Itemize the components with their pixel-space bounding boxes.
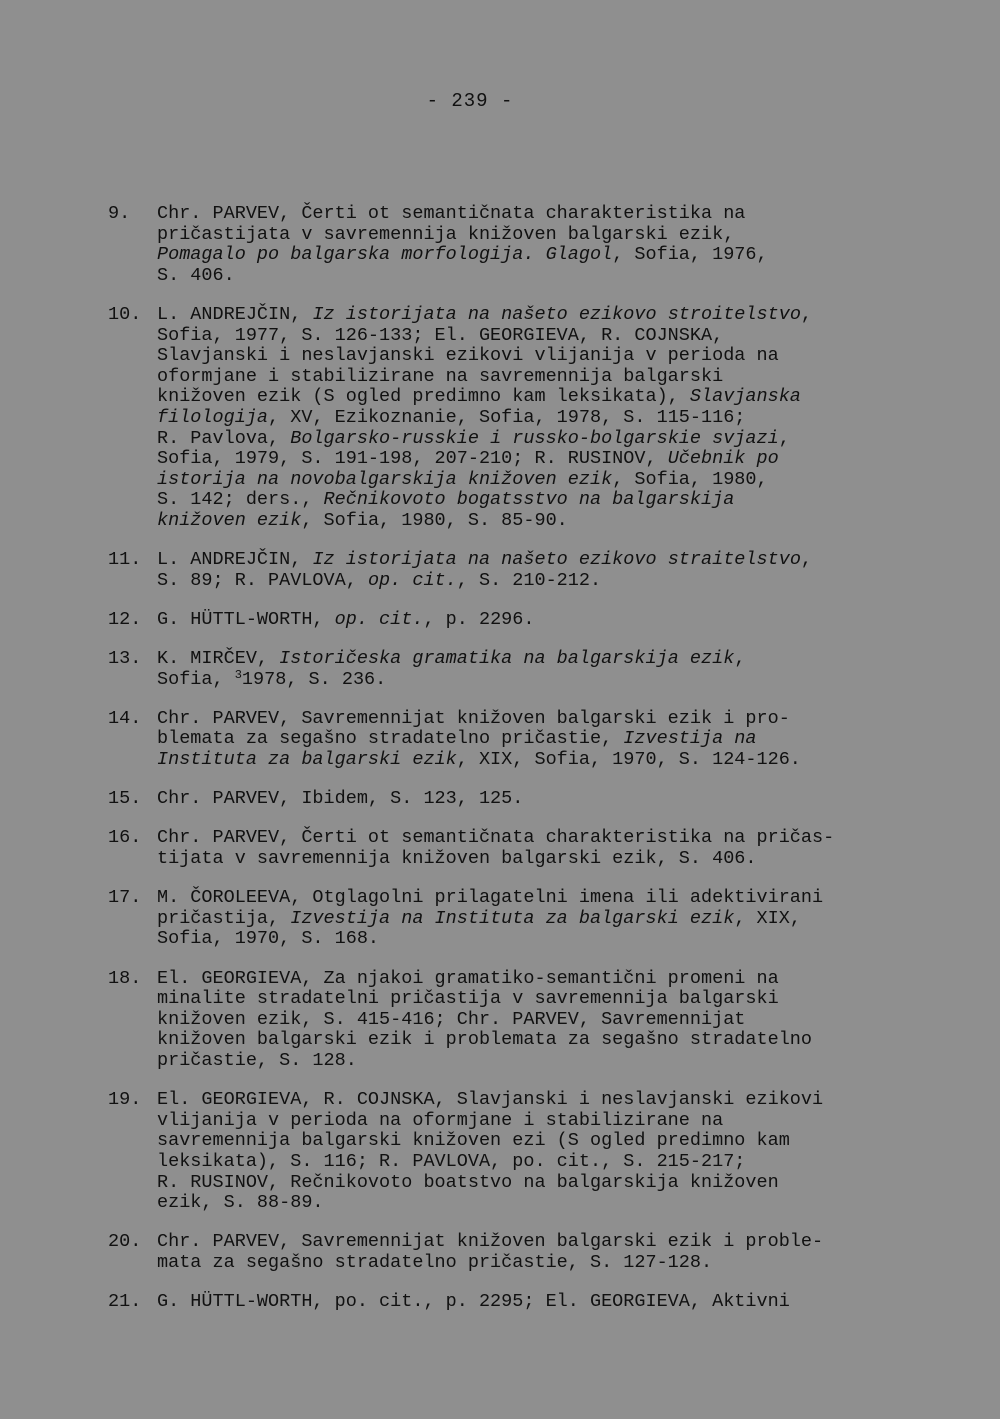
italic-title: Izvestija na <box>623 728 757 750</box>
text-segment: tijata v savremennija knižoven balgarski ezik, S. 406. <box>157 848 757 869</box>
footnote-line <box>157 709 928 730</box>
footnote-line <box>157 1173 928 1194</box>
text-segment: , <box>734 648 746 670</box>
footnote-number: 14. <box>108 707 142 729</box>
text-segment: , XIX, Sofia, 1970, S. 124-126. <box>456 749 801 771</box>
text-segment: , <box>800 303 813 325</box>
footnote-line <box>157 1292 928 1313</box>
footnote-18 <box>108 969 928 1072</box>
text-segment: S. 406. <box>157 264 235 286</box>
footnote-line <box>157 849 928 870</box>
footnote-9 <box>108 204 928 286</box>
footnote-line <box>157 305 928 326</box>
footnote-line <box>157 225 928 246</box>
footnote-line <box>157 1253 928 1274</box>
footnote-number: 21. <box>108 1291 142 1313</box>
footnote-21 <box>108 1292 928 1313</box>
footnote-number: 16. <box>108 827 142 849</box>
italic-title: Izvestija na Instituta za balgarski ezik <box>290 907 735 929</box>
italic-title: knižoven ezik <box>157 509 302 531</box>
text-segment: M. ČOROLEEVA, Otglagolni prilagatelni imena ili adektivirani <box>157 887 824 909</box>
footnote-15 <box>108 789 928 810</box>
text-segment: leksikata), S. 116; R. PAVLOVA, po. cit., S. 215-217; <box>157 1150 746 1172</box>
footnote-14 <box>108 709 928 771</box>
footnote-line <box>157 667 928 691</box>
text-segment: S. 142; ders., <box>157 489 324 511</box>
italic-title: Slavjanska <box>689 386 801 408</box>
footnote-line <box>157 367 928 388</box>
text-segment: mata za segašno stradatelno pričastie, S. 127-128. <box>157 1251 713 1273</box>
footnote-line <box>157 245 928 266</box>
footnote-line <box>157 828 928 849</box>
footnote-10 <box>108 305 928 532</box>
footnote-19 <box>108 1090 928 1214</box>
italic-title: Iz istorijata na našeto ezikovo stroitelstvo <box>312 303 801 325</box>
text-segment: vlijanija v perioda na oformjane i stabilizirane na <box>157 1109 724 1131</box>
footnote-line <box>157 888 928 909</box>
italic-title: op. cit. <box>367 569 457 591</box>
footnote-number: 18. <box>108 967 142 989</box>
text-segment: oformjane i stabilizirane na savremennija balgarski <box>157 365 724 387</box>
footnote-line <box>157 408 928 429</box>
footnote-line <box>157 346 928 367</box>
text-segment: El. GEORGIEVA, Za njakoi gramatiko-semantični promeni na <box>157 967 779 989</box>
footnote-text <box>157 610 928 631</box>
footnote-line <box>157 511 928 532</box>
footnote-11 <box>108 550 928 591</box>
text-segment: , XV, Ezikoznanie, Sofia, 1978, S. 115-116; <box>268 406 746 428</box>
footnote-text <box>157 789 928 810</box>
footnote-line <box>157 1131 928 1152</box>
italic-title: op. cit. <box>334 608 424 630</box>
footnote-line <box>157 1152 928 1173</box>
text-segment: L. ANDREJČIN, <box>157 549 313 571</box>
footnote-text <box>157 709 928 771</box>
footnote-line <box>157 550 928 571</box>
text-segment: pričastija, <box>157 907 291 929</box>
text-segment: , <box>800 549 813 571</box>
footnote-number: 17. <box>108 887 142 909</box>
italic-title: Istoričeska gramatika na balgarskija ezik <box>279 648 735 670</box>
footnote-line <box>157 1111 928 1132</box>
text-segment: pričastijata v savremennija knižoven balgarski ezik, <box>157 223 735 245</box>
text-segment: knižoven ezik, S. 415-416; Chr. PARVEV, Savremennijat <box>157 1008 746 1030</box>
footnote-text <box>157 305 928 532</box>
footnote-13 <box>108 649 928 690</box>
text-segment: Sofia, 1977, S. 126-133; El. GEORGIEVA, R. COJNSKA, <box>157 324 724 346</box>
footnote-line <box>157 1090 928 1111</box>
text-segment: , Sofia, 1976, <box>612 244 768 266</box>
text-segment: Sofia, 1979, S. 191-198, 207-210; R. RUSINOV, <box>157 448 668 470</box>
footnote-line <box>157 750 928 771</box>
text-segment: ezik, S. 88-89. <box>157 1192 324 1214</box>
footnote-line <box>157 429 928 450</box>
italic-title: istorija na novobalgarskija knižoven ezik <box>157 468 613 490</box>
edition-superscript: 3 <box>234 667 242 682</box>
italic-title: Bolgarsko-russkie i russko-bolgarskie svjazi <box>290 427 779 449</box>
text-segment: Chr. PARVEV, Savremennijat knižoven balgarski ezik i pro- <box>157 707 790 729</box>
text-segment: G. HÜTTL-WORTH, po. cit., p. 2295; El. GEORGIEVA, Aktivni <box>157 1291 790 1313</box>
text-segment: G. HÜTTL-WORTH, <box>157 608 335 630</box>
footnote-text <box>157 1292 928 1313</box>
footnotes-list <box>108 204 928 1331</box>
text-segment: 1978, S. 236. <box>241 668 387 690</box>
footnote-line <box>157 929 928 950</box>
text-segment: blemata za segašno stradatelno pričastie, <box>157 728 624 750</box>
italic-title: Pomagalo po balgarska morfologija. Glagol <box>157 244 613 266</box>
footnote-line <box>157 1051 928 1072</box>
footnote-line <box>157 1010 928 1031</box>
text-segment: , XIX, <box>734 907 801 929</box>
footnote-text <box>157 828 928 869</box>
text-segment: , S. 210-212. <box>456 569 602 591</box>
footnote-line <box>157 1232 928 1253</box>
footnote-number: 20. <box>108 1231 142 1253</box>
footnote-text <box>157 550 928 591</box>
footnote-text <box>157 649 928 690</box>
footnote-line <box>157 490 928 511</box>
footnote-number: 13. <box>108 648 142 670</box>
footnote-line <box>157 449 928 470</box>
footnote-line <box>157 266 928 287</box>
italic-title: Instituta za balgarski ezik <box>157 749 457 771</box>
text-segment: , Sofia, 1980, <box>612 468 768 490</box>
footnote-line <box>157 1193 928 1214</box>
text-segment: K. MIRČEV, <box>157 648 280 670</box>
text-segment: Chr. PARVEV, Savremennijat knižoven balgarski ezik i proble- <box>157 1231 824 1253</box>
text-segment: Chr. PARVEV, Ibidem, S. 123, 125. <box>157 788 524 810</box>
footnote-number: 11. <box>108 549 142 571</box>
footnote-line <box>157 649 928 670</box>
text-segment: knižoven balgarski ezik i problemata za segašno stradatelno <box>157 1029 813 1051</box>
text-segment: , p. 2296. <box>423 608 535 630</box>
footnote-number: 19. <box>108 1089 142 1111</box>
text-segment: S. 89; R. PAVLOVA, <box>157 569 368 591</box>
footnote-text <box>157 1232 928 1273</box>
text-segment: R. Pavlova, <box>157 427 291 449</box>
footnote-16 <box>108 828 928 869</box>
footnote-line <box>157 610 928 631</box>
footnote-line <box>157 470 928 491</box>
text-segment: minalite stradatelni pričastija v savremennija balgarski <box>157 988 779 1010</box>
text-segment: Sofia, <box>157 668 235 690</box>
page-number: - 239 - <box>426 90 514 112</box>
footnote-line <box>157 989 928 1010</box>
footnote-text <box>157 969 928 1072</box>
footnote-line <box>157 571 928 592</box>
footnote-line <box>157 326 928 347</box>
text-segment: knižoven ezik (S ogled predimno kam leksikata), <box>157 386 690 408</box>
footnote-line <box>157 789 928 810</box>
text-segment: Chr. PARVEV, Čerti ot semantičnata charakteristika na pričas- <box>157 827 835 849</box>
text-segment: R. RUSINOV, Rečnikovoto boatstvo na balgarskija knižoven <box>157 1171 779 1193</box>
footnote-number: 10. <box>108 303 142 325</box>
footnote-line <box>157 909 928 930</box>
italic-title: Iz istorijata na našeto ezikovo straitelstvo <box>312 549 801 571</box>
text-segment: , <box>778 427 790 449</box>
footnote-number: 15. <box>108 788 142 810</box>
footnote-line <box>157 729 928 750</box>
text-segment: pričastie, S. 128. <box>157 1049 357 1071</box>
text-segment: savremennija balgarski knižoven ezi (S ogled predimno kam <box>157 1130 790 1152</box>
text-segment: Sofia, 1970, S. 168. <box>157 928 380 950</box>
text-segment: Chr. PARVEV, Čerti ot semantičnata charakteristika na <box>157 203 746 224</box>
italic-title: Rečnikovoto bogatsstvo na balgarskija <box>323 489 735 511</box>
text-segment: , Sofia, 1980, S. 85-90. <box>301 509 568 531</box>
footnote-text <box>157 888 928 950</box>
footnote-line <box>157 969 928 990</box>
text-segment: Slavjanski i neslavjanski ezikovi vlijanija v perioda na <box>157 345 779 367</box>
italic-title: Učebnik po <box>667 448 779 470</box>
footnote-text <box>157 204 928 286</box>
footnote-line <box>157 387 928 408</box>
footnote-17 <box>108 888 928 950</box>
text-segment: L. ANDREJČIN, <box>157 303 313 325</box>
footnote-text <box>157 1090 928 1214</box>
footnote-line <box>157 1030 928 1051</box>
footnote-number: 12. <box>108 608 142 630</box>
footnote-20 <box>108 1232 928 1273</box>
footnote-line <box>157 204 928 225</box>
footnote-12 <box>108 610 928 631</box>
footnote-number: 9. <box>108 203 131 224</box>
text-segment: El. GEORGIEVA, R. COJNSKA, Slavjanski i neslavjanski ezikovi <box>157 1089 824 1111</box>
italic-title: filologija <box>157 406 269 428</box>
